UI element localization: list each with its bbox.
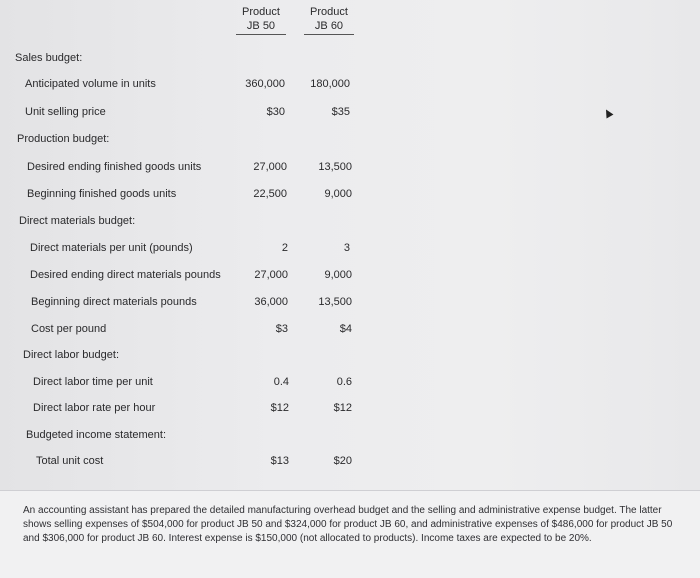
row-value-jb50: 22,500: [253, 188, 287, 200]
row-label: Unit selling price: [25, 106, 106, 118]
row-value-jb60: 13,500: [318, 296, 352, 308]
row-label: Desired ending direct materials pounds: [30, 269, 221, 281]
row-value-jb60: 180,000: [310, 78, 350, 90]
row-value-jb60: $20: [333, 455, 352, 467]
section-direct-labor-budget: Direct labor budget:: [23, 349, 119, 361]
row-value-jb50: 27,000: [254, 269, 288, 281]
column-header-jb50: [236, 5, 286, 35]
row-value-jb50: $12: [270, 402, 289, 414]
row-value-jb50: $30: [266, 106, 285, 118]
column-header-jb60: [304, 5, 354, 35]
row-value-jb60: 9,000: [324, 188, 352, 200]
section-sales-budget: Sales budget:: [15, 52, 83, 64]
section-direct-materials-budget: Direct materials budget:: [19, 215, 136, 227]
row-value-jb60: 3: [343, 242, 350, 254]
row-label: Beginning finished goods units: [27, 188, 177, 200]
problem-statement-box: [0, 490, 700, 578]
row-value-jb60: $35: [331, 106, 350, 118]
row-value-jb50: 360,000: [245, 78, 285, 90]
row-label: Anticipated volume in units: [25, 78, 156, 90]
row-value-jb50: $3: [275, 323, 288, 335]
section-production-budget: Production budget:: [17, 133, 110, 145]
row-label: Direct materials per unit (pounds): [30, 242, 193, 254]
mouse-cursor-icon: [603, 108, 614, 119]
row-label: Direct labor time per unit: [33, 376, 153, 388]
section-budgeted-income-statement: Budgeted income statement:: [26, 429, 167, 441]
row-value-jb60: $4: [339, 323, 352, 335]
row-label: Direct labor rate per hour: [33, 402, 156, 414]
row-label: Desired ending finished goods units: [27, 161, 202, 173]
row-value-jb50: 27,000: [253, 161, 287, 173]
row-value-jb50: 36,000: [254, 296, 288, 308]
row-value-jb60: $12: [333, 402, 352, 414]
row-value-jb60: 13,500: [318, 161, 352, 173]
column-header-line2: JB 50: [236, 19, 286, 35]
row-value-jb50: $13: [270, 455, 289, 467]
row-value-jb50: 0.4: [273, 376, 289, 388]
row-label: Total unit cost: [36, 455, 104, 467]
row-label: Cost per pound: [31, 323, 107, 335]
row-label: Beginning direct materials pounds: [31, 296, 197, 308]
column-header-line2: JB 60: [304, 19, 354, 35]
row-value-jb60: 9,000: [324, 269, 352, 281]
row-value-jb60: 0.6: [336, 376, 352, 388]
column-header-line1: Product: [242, 6, 280, 18]
column-header-line1: Product: [310, 6, 348, 18]
problem-statement-text: An accounting assistant has prepared the detailed manufacturing overhead budget and the selling and administrative expense budget. The latter shows selling expenses of $504,000 for product JB 50 and $324,000 for product JB 60, and administrative expenses of $486,000 for product JB 50 and $306,000 for product JB 60. Interest expense is $150,000 (not allocated to products). Income taxes are expected to be 20%.: [23, 505, 673, 544]
row-value-jb50: 2: [281, 242, 288, 254]
